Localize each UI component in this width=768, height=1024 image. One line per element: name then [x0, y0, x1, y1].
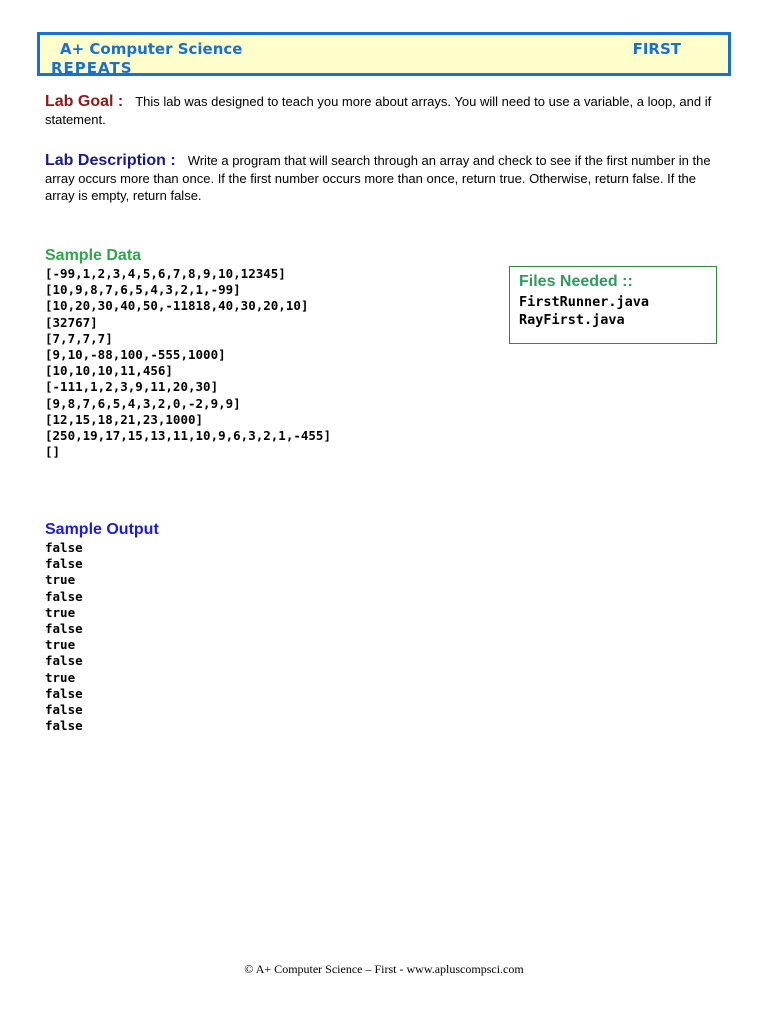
header-title: A+ Computer Science [60, 40, 243, 58]
sample-output-line: false [45, 556, 83, 572]
files-needed-list [519, 293, 649, 329]
sample-output-line: true [45, 669, 76, 685]
lab-description-text: Write a program that will search through an array and check to see if the first number in the array occurs more than once. If the first number occurs more than once, return true. Otherwise, return false. If the array is empty, return false. [45, 153, 711, 203]
file-name: FirstRunner.java [519, 294, 650, 310]
lab-description [45, 152, 715, 205]
sample-data-line: [250,19,17,15,13,11,10,9,6,3,2,1,-455] [45, 428, 331, 444]
sample-data-line: [10,9,8,7,6,5,4,3,2,1,-99] [45, 282, 241, 298]
sample-data-line: [] [45, 444, 61, 460]
header-lab-name: FIRST [632, 40, 681, 58]
files-needed-title: Files Needed :: [519, 273, 633, 290]
page-footer: © A+ Computer Science – First - www.apluscompsci.com [244, 962, 524, 976]
header-subtitle-clipped: REPEATS [51, 59, 133, 76]
sample-output-line: true [45, 604, 76, 620]
sample-data-line: [12,15,18,21,23,1000] [45, 411, 204, 427]
sample-data-title: Sample Data [45, 247, 142, 264]
sample-data-line: [10,10,10,11,456] [45, 363, 173, 379]
sample-output-line: false [45, 540, 83, 555]
header-banner [37, 32, 731, 76]
lab-goal-label: Lab Goal : [45, 93, 124, 110]
sample-data-line: [7,7,7,7] [45, 330, 113, 346]
sample-output-line: false [45, 685, 83, 701]
sample-data-line: [9,10,-88,100,-555,1000] [45, 347, 226, 363]
sample-output-line: false [45, 718, 83, 734]
sample-output-line: false [45, 653, 83, 669]
lab-goal-text: This lab was designed to teach you more about arrays. You will need to use a variable, a loop, and if statement. [45, 94, 712, 127]
sample-output-line: false [45, 588, 83, 604]
sample-data-list [45, 266, 331, 460]
sample-output-line: true [45, 637, 76, 653]
lab-goal [45, 93, 715, 128]
sample-output-line: false [45, 621, 83, 637]
sample-data-line: [-111,1,2,3,9,11,20,30] [45, 379, 219, 395]
file-name: RayFirst.java [519, 312, 625, 328]
files-needed-box [509, 266, 717, 344]
sample-output-title: Sample Output [45, 521, 159, 538]
sample-output-line: true [45, 572, 76, 588]
sample-output-list [45, 540, 83, 734]
lab-description-label: Lab Description : [45, 152, 176, 169]
sample-data-line: [9,8,7,6,5,4,3,2,0,-2,9,9] [45, 395, 241, 411]
sample-output-line: false [45, 702, 83, 718]
sample-data-line: [32767] [45, 314, 98, 330]
sample-data-line: [10,20,30,40,50,-11818,40,30,20,10] [45, 298, 309, 314]
sample-data-line: [-99,1,2,3,4,5,6,7,8,9,10,12345] [45, 266, 286, 281]
